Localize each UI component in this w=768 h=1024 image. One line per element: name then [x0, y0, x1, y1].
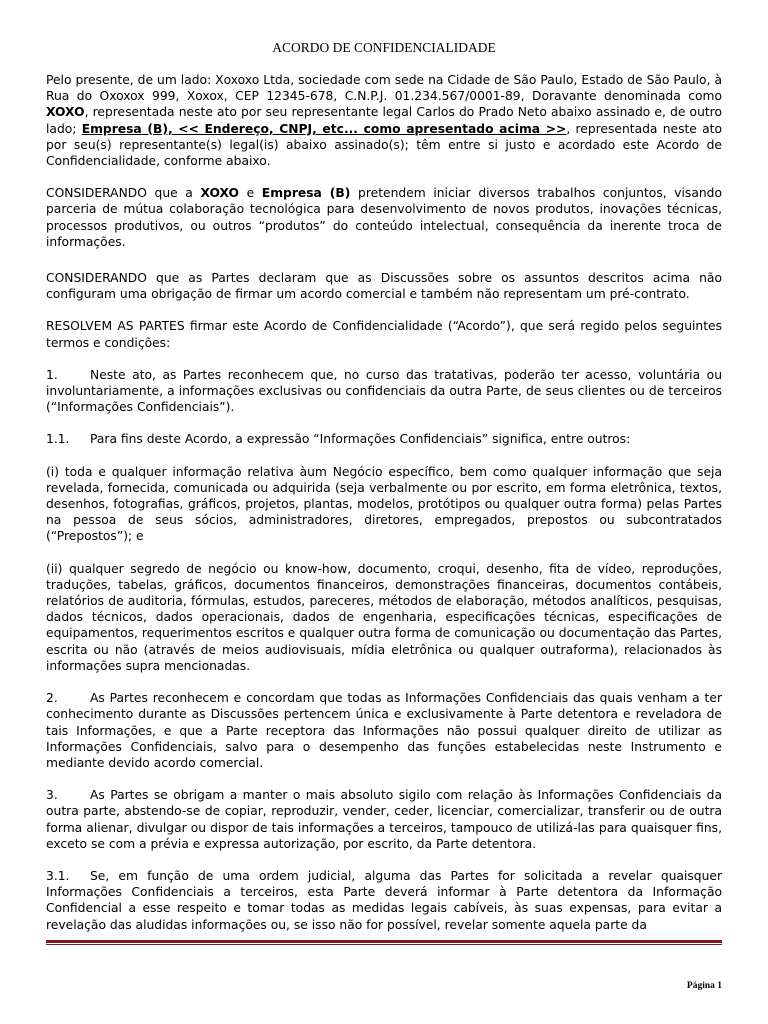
party-b-placeholder: Empresa (B), << Endereço, CNPJ, etc... como apresentado acima >> [81, 121, 567, 136]
text-run: CONSIDERANDO que a [46, 186, 201, 201]
clause-3 [46, 787, 722, 852]
party-a-name: XOXO [200, 186, 240, 201]
clause-text: Para fins deste Acordo, a expressão “Informações Confidenciais” significa, entre outros: [90, 432, 631, 447]
document-title: ACORDO DE CONFIDENCIALIDADE [272, 40, 496, 55]
considering-paragraph-2: CONSIDERANDO que as Partes declaram que as Discussões sobre os assuntos descritos acima não configuram uma obrigação de firmar um acordo comercial e também não representam um pré-contrato. [46, 271, 722, 302]
clause-number: 1. [46, 367, 58, 382]
clause-text: As Partes reconhecem e concordam que todas as Informações Confidenciais das quais venham a ter conhecimento durante as Discussões pertencem única e exclusivamente à Parte detentora e reveladora de tais Informações, e que a Parte receptora das Informações não possui qualquer direito de utilizar as Informações Confidenciais, salvo para o desempenho das funções estabelecidas neste Instrumento e mediante devido acordo comercial. [46, 691, 722, 770]
party-a-name: XOXO [46, 105, 85, 120]
resolve-paragraph: RESOLVEM AS PARTES firmar este Acordo de Confidencialidade (“Acordo”), que será regido pelos seguintes termos e condições: [46, 319, 722, 350]
text-run: Pelo presente, de um lado: Xoxoxo Ltda, sociedade com sede na Cidade de São Paulo, Estado de São Paulo, à Rua do Oxoxox 999, Xoxox, CEP 12345-678, C.N.P.J. 01.234.567/0001-89, Doravante denominada como [46, 73, 722, 104]
clause-1-1 [46, 431, 722, 447]
text-run: , representada neste ato por seu representante legal Carlos do Prado Neto abaixo assinado e, de outro lado; [46, 105, 722, 136]
clause-item-i: (i) toda e qualquer informação relativa àum Negócio específico, bem como qualquer informação que seja revelada, fornecida, comunicada ou adquirida (seja verbalmente ou por escrito, em forma eletrônica, textos, desenhos, fotografias, gráficos, projetos, plantas, modelos, protótipos ou qualquer outra forma) pelas Partes na pessoa de seus sócios, administradores, diretores, empregados, prepostos ou subcontratados (“Prepostos”); e [46, 464, 722, 544]
considering-paragraph-1 [46, 185, 722, 250]
clause-text: As Partes se obrigam a manter o mais absoluto sigilo com relação às Informações Confidenciais da outra parte, abstendo-se de copiar, reproduzir, vender, ceder, licenciar, comercializar, transferir ou de outra forma alienar, divulgar ou dispor de tais informações a terceiros, tampouco de utilizá-las para quaisquer fins, exceto se com a prévia e expressa autorização, por escrito, da Parte detentora. [46, 788, 722, 851]
clause-3-1 [46, 868, 722, 933]
clause-text: Se, em função de uma ordem judicial, alguma das Partes for solicitada a revelar quaisquer Informações Confidenciais a terceiros, esta Parte deverá informar à Parte detentora da Informação Confidencial a esse respeito e tomar todas as medidas legais cabíveis, às suas expensas, para evitar a revelação das aludidas informações ou, se isso não for possível, revelar somente aquela parte da [46, 868, 722, 932]
party-b-name: Empresa (B) [261, 186, 351, 201]
text-run: pretendem iniciar diversos trabalhos conjuntos, visando parceria de mútua colaboração tecnológica para desenvolvimento de novos produtos, inovações técnicas, processos produtivos, ou outros “produtos” do conteúdo intelectual, consequência da inerente troca de informações. [46, 186, 722, 249]
text-run: e [239, 186, 262, 201]
clause-number: 3.1. [46, 868, 70, 883]
text-run: , representada neste ato por seu(s) representante(s) legal(is) abaixo assinado(s); têm entre si justo e acordado este Acordo de Confidencialidade, conforme abaixo. [46, 121, 723, 169]
clause-number: 1.1. [46, 432, 70, 447]
clause-number: 3. [46, 788, 58, 803]
clause-number: 2. [46, 691, 58, 706]
clause-2 [46, 690, 722, 771]
clause-text: Neste ato, as Partes reconhecem que, no curso das tratativas, poderão ter acesso, voluntária ou involuntariamente, a informações exclusivas ou confidenciais da outra Parte, de seus clientes ou de terceiros (“Informações Confidenciais”). [46, 367, 722, 415]
page-number: Página 1 [686, 981, 722, 991]
clause-item-ii: (ii) qualquer segredo de negócio ou know-how, documento, croqui, desenho, fita de vídeo, reproduções, traduções, tabelas, gráficos, documentos financeiros, demonstrações financeiras, documentos contábeis, relatórios de auditoria, fórmulas, estudos, pareceres, métodos de elaboração, métodos analíticos, pesquisas, dados técnicos, dados operacionais, dados de engenharia, especificações técnicas, especificações de equipamentos, requerimentos escritos e qualquer outra forma de comunicação ou documentação das Partes, escrita ou não (através de meios audiovisuais, mídia eletrônica ou qualquer outraforma), relacionados às informações supra mencionadas. [46, 561, 722, 673]
clause-1 [46, 367, 722, 416]
footer-rule-thick [46, 940, 722, 943]
preamble-paragraph [46, 72, 722, 169]
document-body [46, 72, 722, 949]
footer-rule-thin [46, 944, 722, 945]
